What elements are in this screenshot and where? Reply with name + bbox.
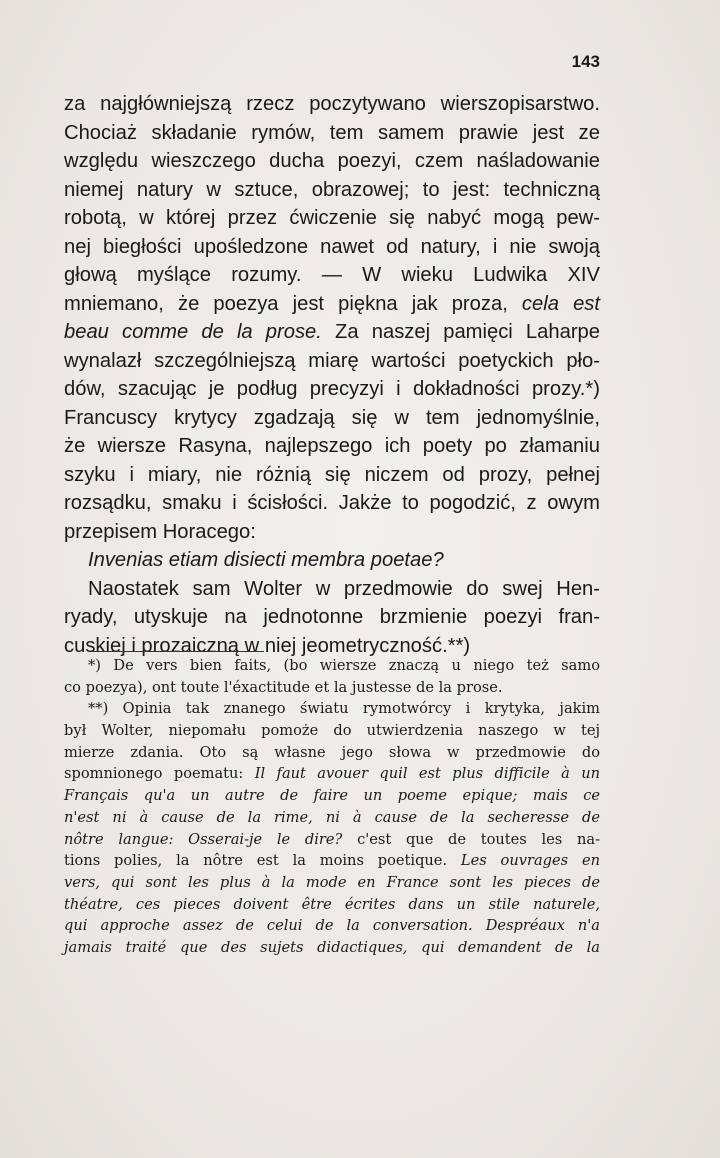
footnotes [64,655,600,959]
text-fragment: spomnionego poematu: [64,765,244,783]
text-fragment: tions polies, la nôtre est la moins poetique. [64,852,448,870]
footnote-line: mierze zdania. Oto są własne jego słowa w przedmowie do [64,743,600,761]
page-number: 143 [571,52,600,71]
text-line: wynalazł szczególniejszą miarę wartości poetyckich pło- [64,349,600,372]
text-line: ryady, utyskuje na jednotonne brzmienie poezyi fran- [64,606,600,628]
text-line: za najgłówniejszą rzecz poczytywano wierszopisarstwo. [64,93,600,115]
footnote-line: vers, qui sont les plus à la mode en France sont les pieces de [64,873,600,891]
footnote-line-mixed [64,763,600,785]
italic-fragment: Il faut avouer quil est plus difficile à un [254,765,600,783]
text-line: niemej natury w sztuce, obrazowej; to jest: techniczną [64,178,600,201]
text-line: cuskiej i prozaiczną w niej jeometryczność.**) [64,634,471,657]
text-line-mixed [64,290,600,319]
footnote-line: n'est ni à cause de la rime, ni à cause de la secheresse de [64,808,600,826]
text-line: przepisem Horacego: [64,520,256,543]
main-text [64,90,600,660]
text-line: Naostatek sam Wolter w przedmowie do swej Hen- [88,577,600,600]
footnote-line: *) De vers bien faits, (bo wiersze znaczą u niego też samo [88,657,600,674]
footnote-line: Français qu'a un autre de faire un poeme epique; mais ce [64,787,600,805]
text-line: głową myślące rozumy. — W wieku Ludwika XIV [64,264,600,286]
italic-fragment: Les ouvrages en [460,852,600,870]
text-line: dów, szacując je podług precyzyi i dokładności prozy.*) [64,378,600,400]
footnote-divider [92,651,264,652]
text-line: względu wieszczego ducha poezyi, czem naśladowanie [64,150,600,172]
text-line: rozsądku, smaku i ścisłości. Jakże to pogodzić, z owym [64,492,600,514]
italic-fragment: cela est [521,292,601,315]
text-line: że wiersze Rasyna, najlepszego ich poety po złamaniu [64,435,600,457]
footnote-line: **) Opinia tak znanego światu rymotwórcy i krytyka, jakim [88,700,600,718]
text-fragment: mniemano, że poezya jest piękna jak proza, [64,292,508,315]
footnote-line-mixed [64,850,600,872]
text-line: Francuscy krytycy zgadzają się w tem jednomyślnie, [64,406,600,429]
text-line: nej biegłości upośledzone nawet od natury, i nie swoją [64,235,600,258]
text-line: szyku i miary, nie różnią się niczem od prozy, pełnej [64,463,600,486]
quotation-line: Invenias etiam disiecti membra poetae? [88,549,444,571]
footnote-line: qui approche assez de celui de la conversation. Despréaux n'a [64,917,600,935]
text-line: Chociaż składanie rymów, tem samem prawie jest ze [64,121,600,144]
text-fragment: c'est que de toutes les na- [357,830,601,848]
italic-fragment: beau comme de la prose. [64,321,322,343]
text-fragment: Za naszej pamięci Laharpe [335,321,601,343]
text-line-mixed [64,318,600,347]
italic-fragment: nôtre langue: Osserai-je le dire? [64,830,343,848]
footnote-line: jamais traité que des sujets didactiques, qui demandent de la [64,938,600,956]
footnote-line: co poezya), ont toute l'éxactitude et la justesse de la prose. [64,678,503,696]
text-line: robotą, w której przez ćwiczenie się nabyć mogą pew- [64,207,600,229]
footnote-line: théatre, ces pieces doivent être écrites dans un stile naturele, [64,895,600,913]
footnote-line-mixed [64,829,600,851]
footnote-line: był Wolter, niepomału pomoże do utwierdzenia naszego w tej [64,722,600,740]
